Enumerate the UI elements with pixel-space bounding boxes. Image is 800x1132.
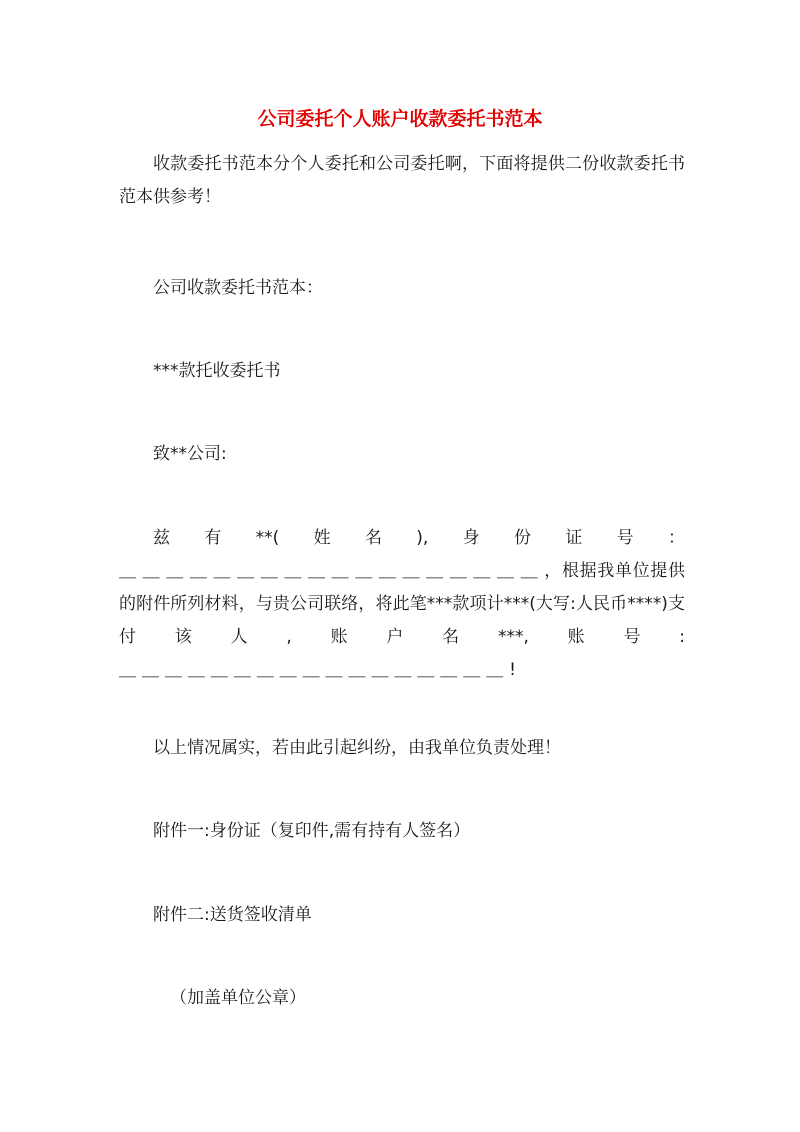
stamp-note-text: （加盖单位公章） bbox=[170, 988, 306, 1008]
section-heading bbox=[119, 272, 685, 305]
addressee-text: 致**公司: bbox=[153, 444, 227, 464]
attachment-2 bbox=[119, 899, 685, 932]
main-part-2: ，根据我单位提供的附件所列材料，与贵公司联络，将此笔***款项计***(大写:人民币****)支付该人,账户名***,账号: bbox=[119, 561, 685, 647]
main-text bbox=[119, 522, 685, 687]
attachment-1-text: 附件一:身份证（复印件,需有持有人签名） bbox=[153, 821, 471, 841]
attachment-1 bbox=[119, 815, 685, 848]
intro-paragraph bbox=[119, 148, 685, 214]
section-heading-text: 公司收款委托书范本： bbox=[153, 278, 323, 298]
intro-text: 收款委托书范本分个人委托和公司委托啊，下面将提供二份收款委托书范本供参考！ bbox=[119, 154, 685, 207]
attachment-2-text: 附件二:送货签收清单 bbox=[153, 905, 312, 925]
main-part-1: 兹有**(姓名),身份证号： bbox=[153, 528, 685, 548]
account-number-blank: ＿＿＿＿＿＿＿＿＿＿＿＿＿＿＿＿＿ bbox=[119, 660, 510, 680]
addressee bbox=[119, 438, 685, 471]
stamp-note bbox=[119, 982, 685, 1015]
document-title: 公司委托个人账户收款委托书范本 bbox=[257, 108, 543, 130]
id-number-blank: ＿＿＿＿＿＿＿＿＿＿＿＿＿＿＿＿＿＿ bbox=[119, 561, 545, 581]
letter-title bbox=[119, 355, 685, 388]
confirmation-text: 以上情况属实，若由此引起纠纷，由我单位负责处理！ bbox=[153, 738, 561, 758]
main-paragraph bbox=[119, 522, 685, 687]
letter-title-text: ***款托收委托书 bbox=[153, 361, 281, 381]
confirmation-paragraph bbox=[119, 732, 685, 765]
main-end: ! bbox=[509, 660, 516, 680]
